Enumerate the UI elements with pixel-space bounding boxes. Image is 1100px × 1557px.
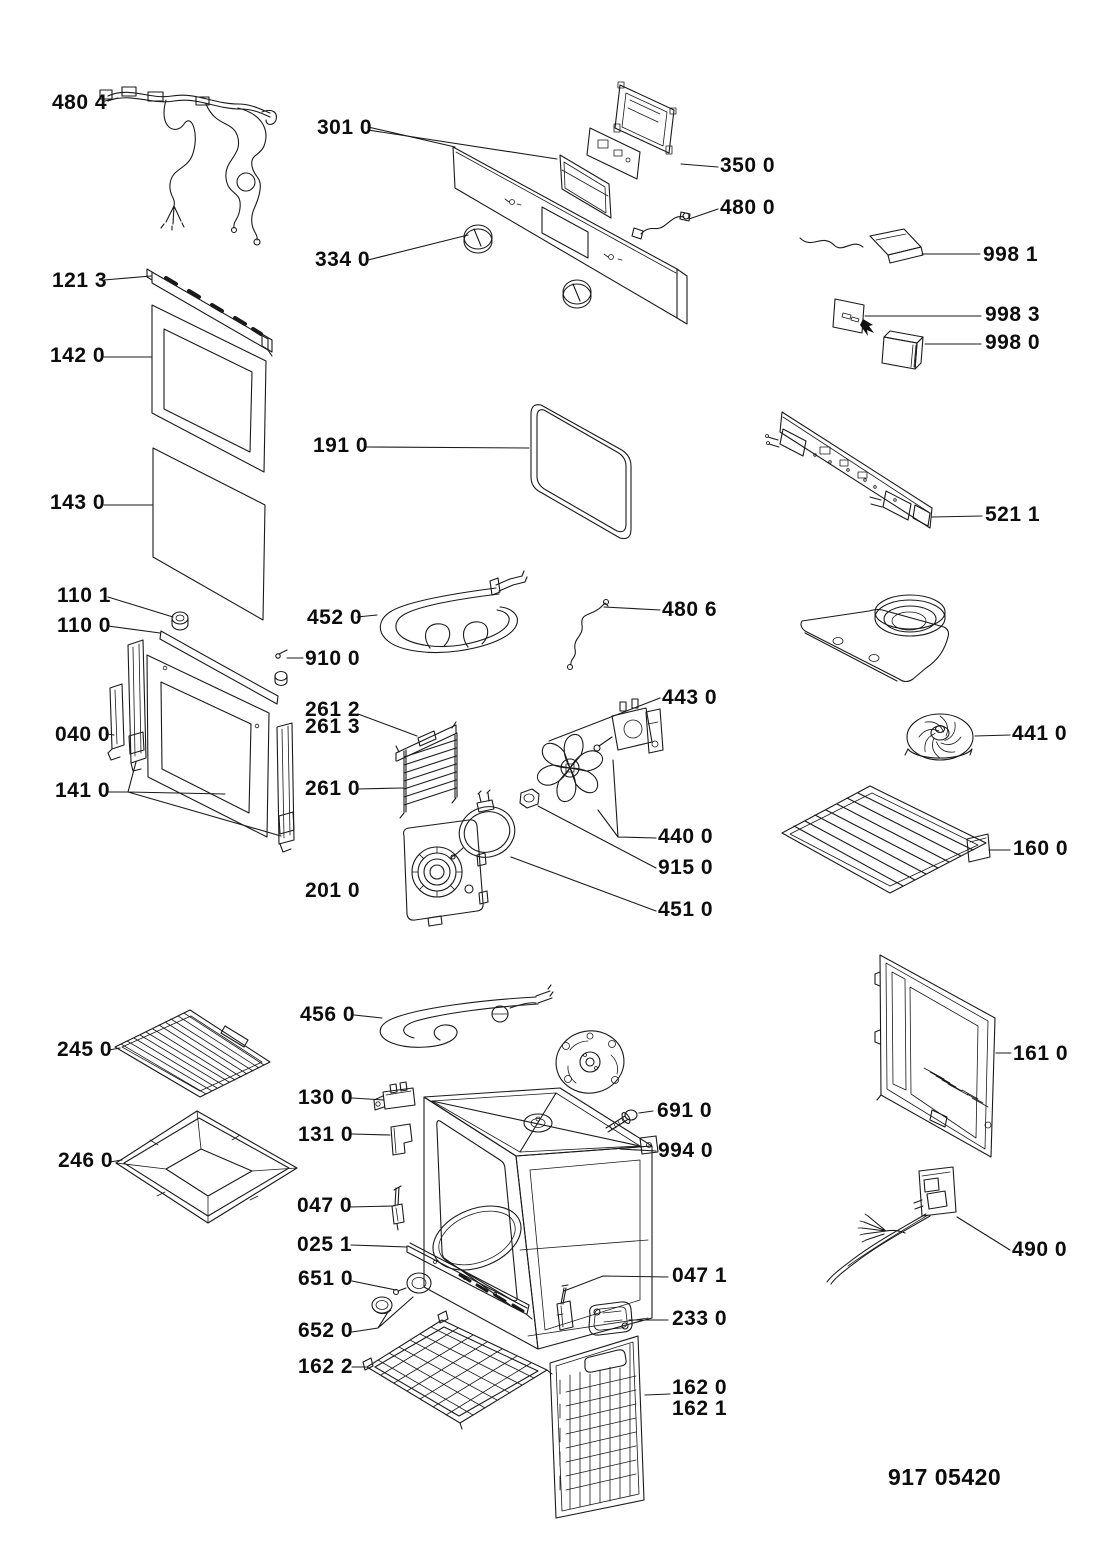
part-label-233-0: 233 0 xyxy=(672,1307,728,1330)
bottom-grid-panel-drawing xyxy=(363,1311,552,1429)
shelf-rack-drawing xyxy=(396,722,457,818)
handle-bracket-drawing xyxy=(589,1302,632,1335)
ring-element-drawing xyxy=(451,790,521,864)
part-label-040-0: 040 0 xyxy=(55,723,111,746)
part-label-998-3: 998 3 xyxy=(985,303,1041,326)
door-front-drawing xyxy=(108,640,294,852)
part-label-161-0: 161 0 xyxy=(1013,1042,1069,1065)
fan-cover-drawing xyxy=(404,820,488,926)
sensor-wire-drawing xyxy=(568,600,609,670)
door-trim-drawing xyxy=(147,269,272,356)
motor-mount-plate-drawing xyxy=(551,1026,629,1099)
screw-cap-drawing xyxy=(275,650,287,686)
jumper-cable-drawing xyxy=(632,212,690,239)
part-label-334-0: 334 0 xyxy=(315,248,371,271)
hinge-pin-drawing xyxy=(392,1186,404,1230)
rear-grid-panel-drawing xyxy=(550,1336,644,1518)
door-glass-inner-drawing xyxy=(153,448,265,620)
thermostat-drawing xyxy=(374,1082,415,1110)
door-glass-outer-drawing xyxy=(152,305,266,472)
part-label-915-0: 915 0 xyxy=(658,856,714,879)
part-label-441-0: 441 0 xyxy=(1012,722,1068,745)
fan-nut-drawing xyxy=(520,789,539,808)
part-label-191-0: 191 0 xyxy=(313,434,369,457)
part-label-350-0: 350 0 xyxy=(720,154,776,177)
part-label-025-1: 025 1 xyxy=(297,1233,353,1256)
side-panel-drawing xyxy=(875,955,995,1157)
oven-cavity-drawing xyxy=(423,1088,658,1349)
door-gasket-drawing xyxy=(531,405,631,539)
part-label-131-0: 131 0 xyxy=(298,1123,354,1146)
small-bracket-drawing xyxy=(391,1124,412,1155)
part-label-451-0: 451 0 xyxy=(658,898,714,921)
part-label-261-0: 261 0 xyxy=(305,777,361,800)
part-label-141-0: 141 0 xyxy=(55,779,111,802)
door-profile-strip-drawing xyxy=(160,631,278,704)
fan-motor-drawing xyxy=(594,699,663,753)
cooling-wheel-drawing xyxy=(905,714,973,760)
part-label-130-0: 130 0 xyxy=(298,1086,354,1109)
bolt-drawing xyxy=(606,1110,637,1132)
part-label-110-0: 110 0 xyxy=(57,614,111,637)
part-label-246-0: 246 0 xyxy=(58,1149,114,1172)
part-label-162-0: 162 0 xyxy=(672,1376,728,1399)
part-label-994-0: 994 0 xyxy=(658,1139,714,1162)
part-label-047-0: 047 0 xyxy=(297,1194,353,1217)
part-label-691-0: 691 0 xyxy=(657,1099,713,1122)
wiring-harness-drawing xyxy=(100,87,276,245)
control-board-drawing xyxy=(766,412,933,528)
broil-element-drawing xyxy=(380,985,553,1047)
part-label-490-0: 490 0 xyxy=(1012,1238,1068,1261)
part-label-480-0: 480 0 xyxy=(720,196,776,219)
part-label-162-1: 162 1 xyxy=(672,1397,728,1420)
part-label-110-1: 110 1 xyxy=(57,584,111,607)
fan-blade-drawing xyxy=(534,734,605,801)
part-label-143-0: 143 0 xyxy=(50,491,106,514)
part-label-480-4: 480 4 xyxy=(52,91,108,114)
part-label-261-2: 261 2 xyxy=(305,698,361,721)
part-label-162-2: 162 2 xyxy=(298,1355,354,1378)
wire-shelf-drawing xyxy=(115,1010,270,1097)
part-label-160-0: 160 0 xyxy=(1013,837,1069,860)
leader-lines xyxy=(104,98,1011,1395)
part-label-301-0: 301 0 xyxy=(317,116,373,139)
part-label-121-3: 121 3 xyxy=(52,269,108,292)
part-label-440-0: 440 0 xyxy=(658,825,714,848)
power-cord-drawing xyxy=(800,229,923,263)
part-label-998-0: 998 0 xyxy=(985,331,1041,354)
part-label-443-0: 443 0 xyxy=(662,686,718,709)
part-label-452-0: 452 0 xyxy=(307,606,363,629)
part-label-456-0: 456 0 xyxy=(300,1003,356,1026)
part-label-910-0: 910 0 xyxy=(305,647,361,670)
part-label-480-6: 480 6 xyxy=(662,598,718,621)
control-panel-drawing xyxy=(453,147,687,324)
hinge-part-drawing xyxy=(557,1285,573,1330)
bake-element-drawing xyxy=(380,571,527,653)
accessory-plate-drawing xyxy=(833,299,923,369)
part-label-998-1: 998 1 xyxy=(983,243,1039,266)
cooling-duct-drawing xyxy=(801,595,949,682)
part-label-142-0: 142 0 xyxy=(50,344,106,367)
display-module-drawing xyxy=(560,82,676,218)
grill-panel-drawing xyxy=(782,786,990,893)
part-label-651-0: 651 0 xyxy=(298,1267,354,1290)
baking-tray-drawing xyxy=(116,1111,297,1223)
part-label-201-0: 201 0 xyxy=(305,879,361,902)
part-label-521-1: 521 1 xyxy=(985,503,1041,526)
hinge-bushing-drawing xyxy=(172,612,188,630)
terminal-block-drawing xyxy=(827,1167,956,1284)
part-label-652-0: 652 0 xyxy=(298,1319,354,1342)
part-label-245-0: 245 0 xyxy=(57,1038,113,1061)
part-label-261-3: 261 3 xyxy=(305,715,361,738)
part-label-047-1: 047 1 xyxy=(672,1264,728,1287)
document-number: 917 05420 xyxy=(888,1464,1002,1490)
